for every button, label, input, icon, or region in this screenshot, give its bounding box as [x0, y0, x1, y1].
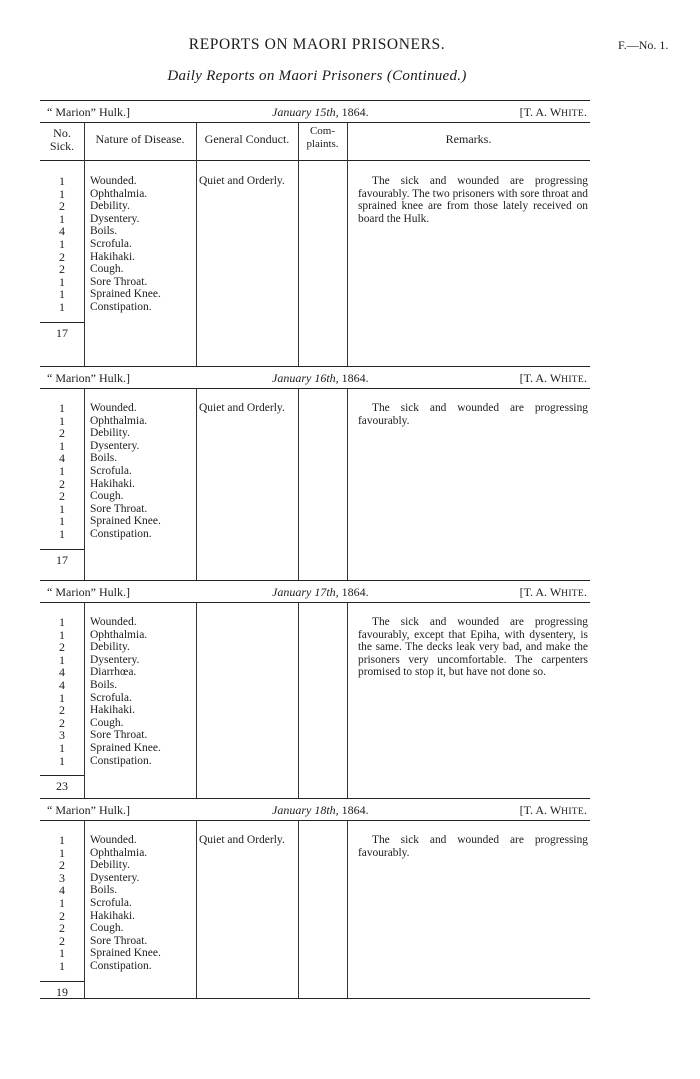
column-divider	[196, 388, 197, 580]
officer-surname-smallcaps: HITE	[561, 807, 584, 817]
officer-surname-smallcaps: HITE	[561, 589, 584, 599]
officer-suffix: .	[584, 105, 587, 119]
report-heading-line	[40, 366, 590, 388]
sick-count: 2	[59, 476, 65, 491]
disease-name: Sprained Knee.	[90, 288, 161, 301]
disease-name: Debility.	[90, 427, 130, 440]
sick-count: 2	[59, 489, 65, 504]
column-divider	[196, 122, 197, 366]
sick-count: 1	[59, 438, 65, 453]
officer-surname-smallcaps: HITE	[561, 375, 584, 385]
column-headers	[40, 122, 590, 161]
disease-name: Boils.	[90, 884, 118, 897]
report-date-year: 1864.	[338, 105, 369, 119]
report-heading-rule	[40, 602, 590, 603]
officer-initials: [T. A. W	[519, 585, 562, 599]
report-heading-line	[40, 580, 590, 602]
sick-count: 2	[59, 262, 65, 277]
sick-count: 2	[59, 703, 65, 718]
sick-count: 4	[59, 451, 65, 466]
officer-signature	[520, 105, 587, 120]
disease-name: Scrofula.	[90, 896, 132, 909]
disease-name: Debility.	[90, 859, 130, 872]
disease-list	[90, 616, 194, 767]
sick-count: 2	[59, 199, 65, 214]
officer-signature	[520, 585, 587, 600]
sick-count: 1	[59, 401, 65, 415]
report-date-day: January 18th,	[272, 803, 339, 817]
column-divider	[347, 602, 348, 798]
sick-count: 4	[59, 224, 65, 239]
remarks-text: The sick and wounded are progressing favourably, except that Epiha, with dysentery, is the same. The decks leak very bad, and make the prisoners very uncomfortable. The carpenters promised to stop it, but have not done so.	[358, 616, 588, 679]
disease-name: Wounded.	[90, 175, 137, 187]
sick-count: 1	[59, 413, 65, 428]
disease-name: Dysentery.	[90, 212, 140, 225]
report-date	[272, 105, 369, 120]
sick-count: 2	[59, 921, 65, 936]
officer-suffix: .	[584, 371, 587, 385]
report-heading-line	[40, 798, 590, 820]
disease-name: Sprained Knee.	[90, 947, 161, 960]
sick-count-column	[40, 834, 84, 973]
column-divider	[298, 602, 299, 798]
column-header-no-sick-line2: Sick.	[49, 139, 75, 153]
sick-count: 1	[59, 463, 65, 478]
officer-suffix: .	[584, 803, 587, 817]
disease-name: Cough.	[90, 716, 124, 729]
report-heading-line	[40, 100, 590, 122]
general-conduct: Quiet and Orderly.	[199, 175, 285, 187]
disease-name: Boils.	[90, 452, 118, 465]
sick-count: 1	[59, 174, 65, 188]
column-divider	[347, 388, 348, 580]
sick-count: 1	[59, 627, 65, 642]
page-subtitle: Daily Reports on Maori Prisoners (Continued.)	[167, 68, 467, 84]
sick-count-column	[40, 616, 84, 767]
remarks-text: The sick and wounded are progressing favourably.	[358, 834, 588, 859]
disease-name: Scrofula.	[90, 237, 132, 250]
disease-name: Boils.	[90, 225, 118, 238]
officer-initials: [T. A. W	[519, 803, 562, 817]
sick-total: 17	[56, 325, 68, 340]
document-reference: F.—No. 1.	[618, 38, 669, 52]
sick-count: 2	[59, 858, 65, 873]
column-divider	[347, 122, 348, 366]
sick-count-column	[40, 175, 84, 314]
disease-name: Cough.	[90, 922, 124, 935]
column-header-conduct: General Conduct.	[204, 132, 290, 146]
report-heading-rule	[40, 820, 590, 821]
sick-count: 2	[59, 426, 65, 441]
column-divider	[298, 388, 299, 580]
disease-name: Dysentery.	[90, 439, 140, 452]
disease-name: Ophthalmia.	[90, 628, 148, 641]
disease-name: Scrofula.	[90, 691, 132, 704]
disease-name: Constipation.	[90, 959, 152, 972]
sick-total: 17	[56, 552, 68, 567]
sick-count: 1	[59, 833, 65, 847]
sick-count: 2	[59, 715, 65, 730]
sick-count: 1	[59, 514, 65, 529]
disease-name: Hakihaki.	[90, 250, 136, 263]
disease-name: Scrofula.	[90, 464, 132, 477]
sick-count: 1	[59, 946, 65, 961]
disease-name: Sprained Knee.	[90, 515, 161, 528]
sick-count: 1	[59, 690, 65, 705]
total-rule	[40, 981, 84, 982]
disease-name: Debility.	[90, 200, 130, 213]
sick-total: 19	[56, 984, 68, 999]
sick-count: 4	[59, 883, 65, 898]
column-divider	[196, 602, 197, 798]
total-rule	[40, 322, 84, 323]
disease-name: Constipation.	[90, 754, 152, 767]
total-rule	[40, 775, 84, 776]
officer-signature	[520, 371, 587, 386]
sick-count: 3	[59, 870, 65, 885]
sick-count: 1	[59, 958, 65, 973]
report-date-year: 1864.	[338, 585, 369, 599]
daily-report	[40, 798, 590, 998]
officer-surname-smallcaps: HITE	[561, 109, 584, 119]
sick-count: 2	[59, 249, 65, 264]
disease-name: Cough.	[90, 263, 124, 276]
sick-count: 2	[59, 933, 65, 948]
sick-count: 1	[59, 845, 65, 860]
disease-name: Debility.	[90, 641, 130, 654]
report-heading-rule	[40, 388, 590, 389]
sick-count: 4	[59, 665, 65, 680]
disease-name: Hakihaki.	[90, 477, 136, 490]
officer-initials: [T. A. W	[519, 105, 562, 119]
sick-count: 1	[59, 615, 65, 629]
column-header-no-sick	[40, 127, 84, 153]
disease-name: Wounded.	[90, 402, 137, 414]
daily-report	[40, 100, 590, 366]
disease-name: Sore Throat.	[90, 934, 148, 947]
sick-count: 1	[59, 652, 65, 667]
hulk-name: “ Marion” Hulk.]	[47, 371, 130, 385]
column-header-nature: Nature of Disease.	[95, 132, 185, 146]
column-header-complaints-line2: plaints.	[306, 138, 339, 150]
column-divider	[347, 820, 348, 998]
hulk-name: “ Marion” Hulk.]	[47, 803, 130, 817]
column-divider	[298, 820, 299, 998]
sick-count: 1	[59, 186, 65, 201]
disease-name: Diarrhœa.	[90, 666, 137, 679]
officer-initials: [T. A. W	[519, 371, 562, 385]
disease-name: Ophthalmia.	[90, 846, 148, 859]
general-conduct: Quiet and Orderly.	[199, 834, 285, 846]
column-header-remarks: Remarks.	[445, 132, 492, 146]
disease-name: Wounded.	[90, 616, 137, 628]
column-divider	[84, 388, 85, 580]
remarks-text: The sick and wounded are progressing favourably. The two prisoners with sore throat and sprained knee are from those lately received on board the Hulk.	[358, 175, 588, 225]
disease-name: Hakihaki.	[90, 909, 136, 922]
daily-report	[40, 366, 590, 580]
sick-count: 1	[59, 211, 65, 226]
disease-name: Constipation.	[90, 527, 152, 540]
total-rule	[40, 549, 84, 550]
disease-name: Dysentery.	[90, 871, 140, 884]
sick-count: 2	[59, 908, 65, 923]
column-divider	[196, 820, 197, 998]
sick-count: 1	[59, 274, 65, 289]
sick-count: 1	[59, 287, 65, 302]
sick-count-column	[40, 402, 84, 541]
sick-count: 1	[59, 895, 65, 910]
general-conduct: Quiet and Orderly.	[199, 402, 285, 414]
report-date-year: 1864.	[338, 371, 369, 385]
page-title: REPORTS ON MAORI PRISONERS.	[188, 36, 446, 53]
column-header-complaints	[298, 125, 347, 151]
disease-name: Dysentery.	[90, 653, 140, 666]
disease-list	[90, 175, 194, 314]
column-header-complaints-line1: Com-	[309, 125, 336, 137]
column-header-no-sick-line1: No.	[53, 126, 71, 140]
disease-name: Sprained Knee.	[90, 741, 161, 754]
disease-name: Sore Throat.	[90, 729, 148, 742]
sick-total: 23	[56, 779, 68, 794]
column-divider	[84, 122, 85, 366]
sick-count: 1	[59, 501, 65, 516]
page-header	[0, 0, 700, 100]
disease-name: Ophthalmia.	[90, 187, 148, 200]
disease-name: Hakihaki.	[90, 704, 136, 717]
column-divider	[84, 820, 85, 998]
report-date	[272, 585, 369, 600]
sick-count: 2	[59, 640, 65, 655]
disease-list	[90, 834, 194, 973]
disease-name: Sore Throat.	[90, 275, 148, 288]
hulk-name: “ Marion” Hulk.]	[47, 585, 130, 599]
disease-name: Ophthalmia.	[90, 414, 148, 427]
sick-count: 4	[59, 677, 65, 692]
officer-signature	[520, 803, 587, 818]
disease-name: Cough.	[90, 490, 124, 503]
daily-report	[40, 580, 590, 798]
disease-name: Sore Throat.	[90, 502, 148, 515]
disease-name: Constipation.	[90, 300, 152, 313]
disease-name: Boils.	[90, 678, 118, 691]
sick-count: 1	[59, 526, 65, 541]
disease-list	[90, 402, 194, 541]
hulk-name: “ Marion” Hulk.]	[47, 105, 130, 119]
disease-name: Wounded.	[90, 834, 137, 846]
report-date	[272, 371, 369, 386]
report-date-day: January 15th,	[272, 105, 339, 119]
sick-count: 1	[59, 236, 65, 251]
sick-count: 1	[59, 753, 65, 768]
report-date-day: January 16th,	[272, 371, 339, 385]
remarks-text: The sick and wounded are progressing favourably.	[358, 402, 588, 427]
report-date	[272, 803, 369, 818]
sick-count: 1	[59, 299, 65, 314]
report-date-year: 1864.	[338, 803, 369, 817]
column-divider	[84, 602, 85, 798]
sick-count: 3	[59, 728, 65, 743]
officer-suffix: .	[584, 585, 587, 599]
bottom-rule	[40, 998, 590, 999]
report-date-day: January 17th,	[272, 585, 339, 599]
sick-count: 1	[59, 740, 65, 755]
column-divider	[298, 122, 299, 366]
